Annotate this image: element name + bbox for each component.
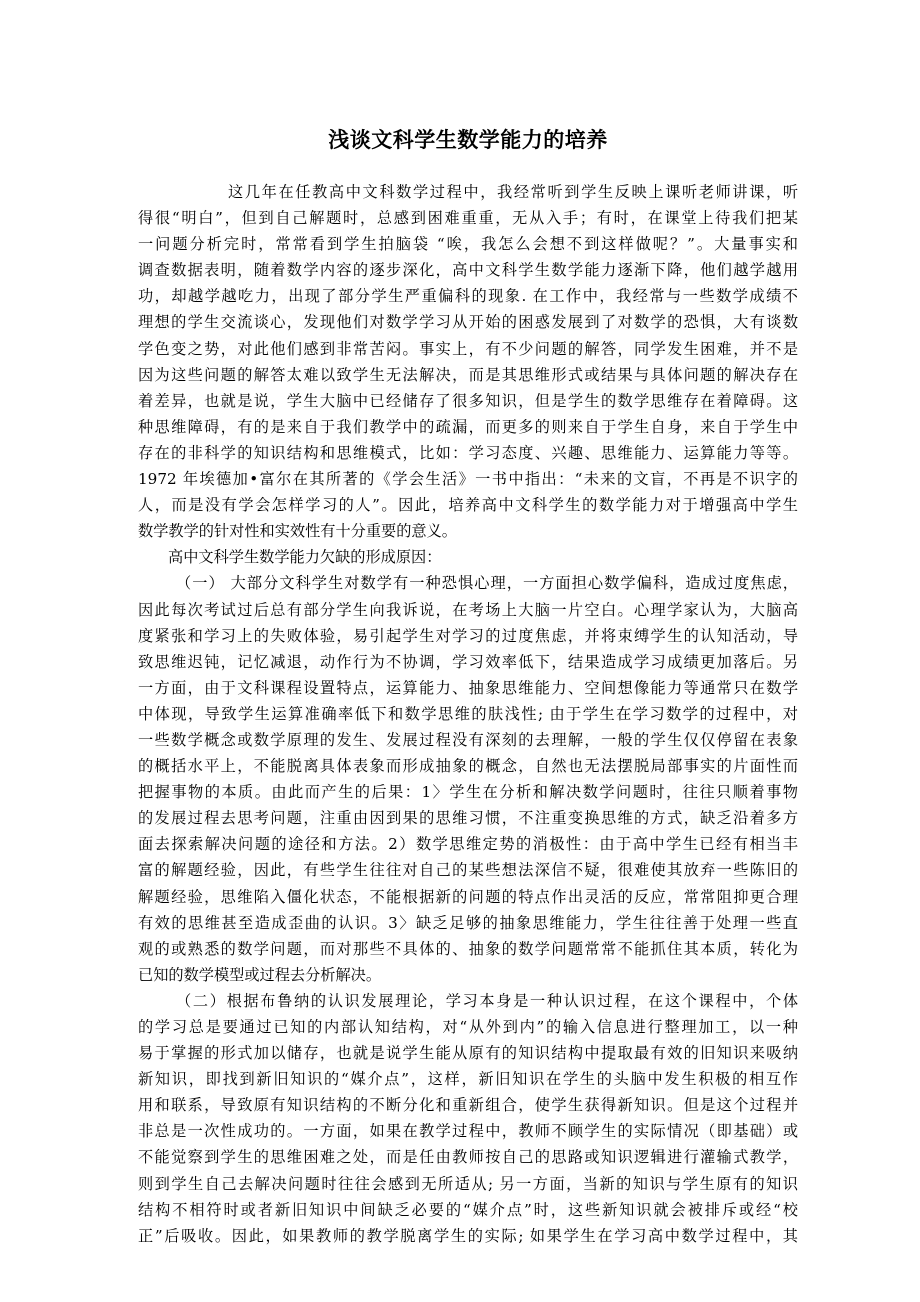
text-line: 的概括水平上，不能脱离具体表象而形成抽象的概念，自然也无法摆脱局部事实的片面性而 bbox=[138, 757, 798, 776]
text-line: 因为这些问题的解答太难以致学生无法解决，而是其思维形式或结果与具体问题的解决存在 bbox=[138, 365, 798, 384]
text-line: 一些数学概念或数学原理的发生、发展过程没有深刻的去理解，一般的学生仅仅停留在表象 bbox=[138, 730, 798, 749]
text-line: 1972 年埃德加•富尔在其所著的《学会生活》一书中指出：“未来的文盲，不再是不识字的 bbox=[138, 470, 798, 489]
text-line: 高中文科学生数学能力欠缺的形成原因： bbox=[168, 548, 442, 567]
text-line: 数学教学的针对性和实效性有十分重要的意义。 bbox=[138, 522, 457, 541]
text-line: 的发展过程去思考问题，注重由因到果的思维习惯，不注重变换思维的方式，缺乏沿着多方 bbox=[138, 809, 798, 828]
text-line: 已知的数学模型或过程去分析解决。 bbox=[138, 965, 381, 984]
text-line: 功，却越学越吃力，出现了部分学生严重偏科的现象. 在工作中，我经常与一些数学成绩不 bbox=[138, 287, 798, 306]
text-line: 新知识，即找到新旧知识的“媒介点”，这样，新旧知识在学生的头脑中发生积极的相互作 bbox=[138, 1070, 798, 1089]
text-line: （二）根据布鲁纳的认识发展理论，学习本身是一种认识过程，在这个课程中，个体 bbox=[176, 991, 798, 1010]
text-line: 富的解题经验，因此，有些学生往往对自己的某些想法深信不疑，很难使其放弃一些陈旧的 bbox=[138, 861, 798, 880]
text-line: 正”后吸收。因此，如果教师的教学脱离学生的实际; 如果学生在学习高中数学过程中，其 bbox=[138, 1226, 798, 1245]
text-line: 解题经验，思维陷入僵化状态，不能根据新的问题的特点作出灵活的反应，常常阻抑更合理 bbox=[138, 887, 798, 906]
text-line: 易于掌握的形式加以储存，也就是说学生能从原有的知识结构中提取最有效的旧知识来吸纳 bbox=[138, 1044, 798, 1063]
document-body bbox=[138, 179, 798, 1249]
text-line: （一） 大部分文科学生对数学有一种恐惧心理，一方面担心数学偏科，造成过度焦虑， bbox=[176, 574, 798, 593]
text-line: 非总是一次性成功的。一方面，如果在教学过程中，教师不顾学生的实际情况（即基础）或 bbox=[138, 1122, 798, 1141]
text-line: 这几年在任教高中文科数学过程中，我经常听到学生反映上课听老师讲课，听 bbox=[228, 183, 798, 201]
text-line: 一方面，由于文科课程设置特点，运算能力、抽象思维能力、空间想像能力等通常只在数学 bbox=[138, 678, 798, 697]
text-line: 学色变之势，对此他们感到非常苦闷。事实上，有不少问题的解答，同学发生困难，并不是 bbox=[138, 339, 798, 358]
text-line: 的学习总是要通过已知的内部认知结构，对“从外到内”的输入信息进行整理加工，以一种 bbox=[138, 1018, 798, 1036]
text-line: 用和联系，导致原有知识结构的不断分化和重新组合，使学生获得新知识。但是这个过程并 bbox=[138, 1096, 798, 1115]
text-line: 把握事物的本质。由此而产生的后果：1〉学生在分析和解决数学问题时，往往只顺着事物 bbox=[138, 783, 798, 802]
text-line: 则到学生自己去解决问题时往往会感到无所适从; 另一方面，当新的知识与学生原有的知识 bbox=[138, 1174, 798, 1193]
text-line: 一问题分析完时，常常看到学生拍脑袋 “唉，我怎么会想不到这样做呢？”。大量事实和 bbox=[138, 235, 798, 254]
text-line: 人，而是没有学会怎样学习的人”。因此，培养高中文科学生的数学能力对于增强高中学生 bbox=[138, 496, 798, 515]
text-line: 得很“明白”，但到自己解题时，总感到困难重重，无从入手；有时，在课堂上待我们把某 bbox=[138, 209, 798, 228]
text-line: 因此每次考试过后总有部分学生向我诉说，在考场上大脑一片空白。心理学家认为，大脑高 bbox=[138, 600, 798, 619]
document-title: 浅谈文科学生数学能力的培养 bbox=[328, 128, 608, 152]
text-line: 存在的非科学的知识结构和思维模式，比如：学习态度、兴趣、思维能力、运算能力等等。 bbox=[138, 443, 798, 462]
text-line: 结构不相符时或者新旧知识中间缺乏必要的“媒介点”时，这些新知识就会被排斥或经“校 bbox=[138, 1200, 798, 1219]
text-line: 有效的思维甚至造成歪曲的认识。3〉缺乏足够的抽象思维能力，学生往往善于处理一些直 bbox=[138, 913, 798, 932]
text-line: 度紧张和学习上的失败体验，易引起学生对学习的过度焦虑，并将束缚学生的认知活动，导 bbox=[138, 626, 798, 645]
text-line: 中体现，导致学生运算准确率低下和数学思维的肤浅性; 由于学生在学习数学的过程中，对 bbox=[138, 704, 798, 723]
text-line: 着差异，也就是说，学生大脑中已经储存了很多知识，但是学生的数学思维存在着障碍。这 bbox=[138, 391, 798, 410]
text-line: 不能觉察到学生的思维困难之处，而是任由教师按自己的思路或知识逻辑进行灌输式教学， bbox=[138, 1148, 798, 1167]
text-line: 理想的学生交流谈心，发现他们对数学学习从开始的困惑发展到了对数学的恐惧，大有谈数 bbox=[138, 313, 798, 332]
text-line: 面去探索解决问题的途径和方法。2）数学思维定势的消极性：由于高中学生已经有相当丰 bbox=[138, 835, 798, 854]
text-line: 调查数据表明，随着数学内容的逐步深化，高中文科学生数学能力逐渐下降，他们越学越用 bbox=[138, 261, 798, 280]
text-line: 种思维障碍，有的是来自于我们教学中的疏漏，而更多的则来自于学生自身，来自于学生中 bbox=[138, 417, 798, 436]
text-line: 观的或熟悉的数学问题，而对那些不具体的、抽象的数学问题常常不能抓住其本质，转化为 bbox=[138, 939, 798, 958]
text-line: 致思维迟钝，记忆减退，动作行为不协调，学习效率低下，结果造成学习成绩更加落后。另 bbox=[138, 652, 798, 671]
